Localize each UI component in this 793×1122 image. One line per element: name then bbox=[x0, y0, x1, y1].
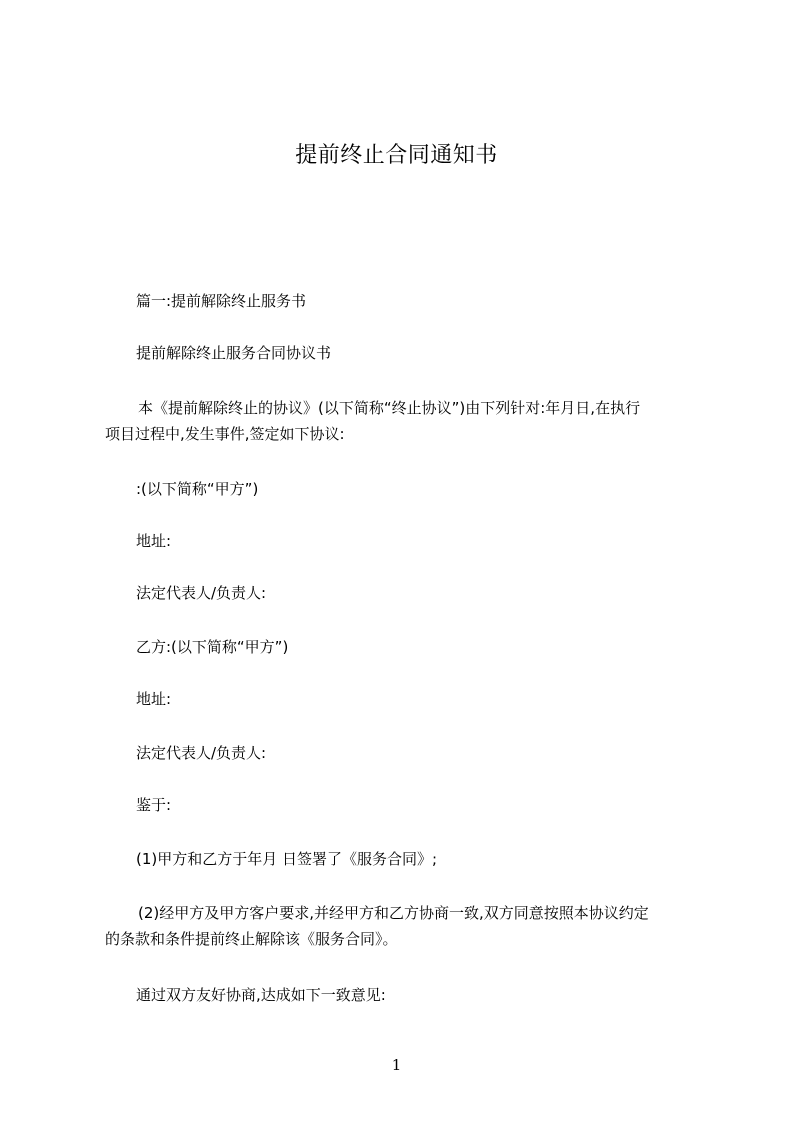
whereas-item-2-line-2: 的条款和条件提前终止解除该《服务合同》。 bbox=[105, 930, 398, 948]
agreement-heading: 提前解除终止服务合同协议书 bbox=[136, 344, 332, 362]
intro-paragraph-line-1: 本《提前解除终止的协议》(以下简称“终止协议”)由下列针对:年月日,在执行 bbox=[138, 399, 641, 417]
whereas-item-1: (1)甲方和乙方于年月 日签署了《服务合同》; bbox=[136, 850, 438, 868]
party-b-representative: 法定代表人/负责人: bbox=[136, 744, 267, 762]
page-number: 1 bbox=[391, 1056, 402, 1074]
section-heading: 篇一:提前解除终止服务书 bbox=[136, 292, 307, 310]
document-title: 提前终止合同通知书 bbox=[295, 143, 498, 168]
whereas-item-2-line-1: (2)经甲方及甲方客户要求,并经甲方和乙方协商一致,双方同意按照本协议约定 bbox=[138, 904, 649, 922]
party-b-address: 地址: bbox=[136, 690, 172, 708]
party-a-representative: 法定代表人/负责人: bbox=[136, 584, 267, 602]
party-a-address: 地址: bbox=[136, 532, 172, 550]
whereas-heading: 鉴于: bbox=[136, 796, 172, 814]
consensus-line: 通过双方友好协商,达成如下一致意见: bbox=[136, 986, 386, 1004]
intro-paragraph-line-2: 项目过程中,发生事件,签定如下协议: bbox=[105, 425, 345, 443]
party-b-line: 乙方:(以下简称“甲方”) bbox=[136, 638, 289, 656]
party-a-line: :(以下简称“甲方”) bbox=[136, 480, 259, 498]
